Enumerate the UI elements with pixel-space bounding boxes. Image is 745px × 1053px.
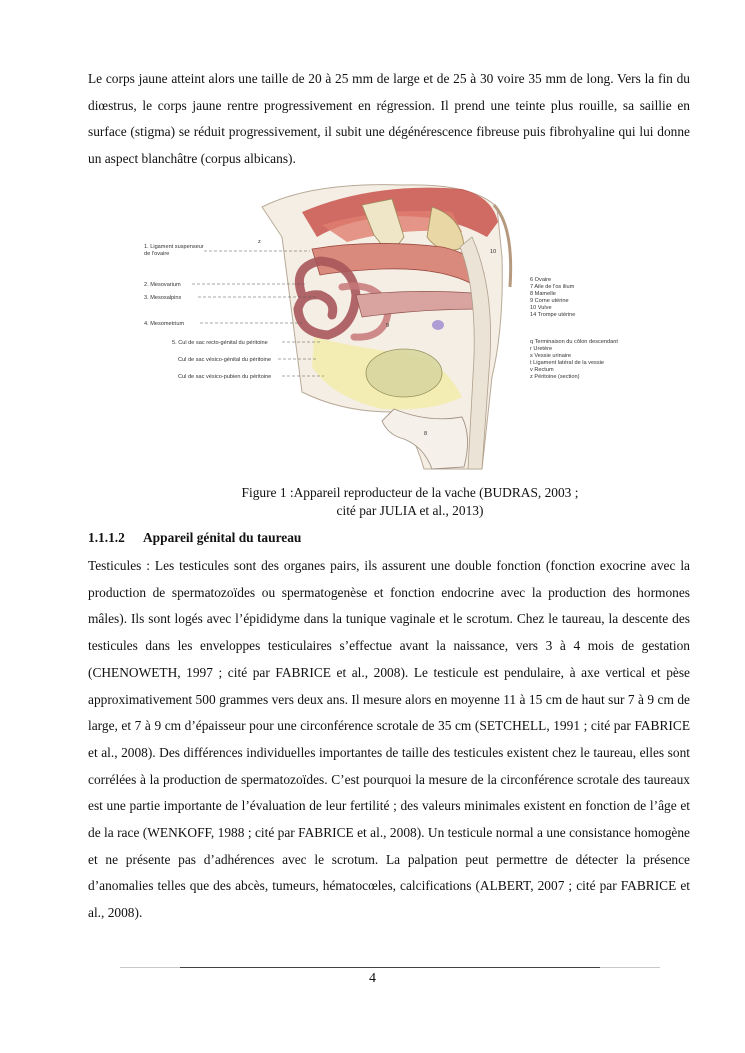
caption-line-1: Figure 1 :Appareil reproducteur de la vache (BUDRAS, 2003 ; xyxy=(241,485,579,500)
label-cul-de-sac-vesico-pubien: Cul de sac vésico-pubien du péritoine xyxy=(178,374,272,380)
section-number: 1.1.1.2 xyxy=(88,530,125,545)
label-mesovarium: 2. Mesovarium xyxy=(144,282,181,288)
section-title: Appareil génital du taureau xyxy=(143,530,302,545)
label-rectum: v Rectum xyxy=(530,367,554,373)
marker-8: 8 xyxy=(424,431,428,437)
paragraph-corps-jaune: Le corps jaune atteint alors une taille de 20 à 25 mm de large et de 25 à 30 voire 35 mm de long. Vers la fin du diœstrus, le corps jaune rentre progressivement en régression. Il prend une teinte plus rouille, sa saillie en surface (stigma) se réduit progressivement, il subit une dégénérescence fibreuse puis fibrohyaline qui lui donne un aspect blanchâtre (corpus albicans). xyxy=(88,71,690,167)
figure-right-labels xyxy=(530,277,618,380)
label-corne-uterine: 9 Corne utérine xyxy=(530,298,569,304)
label-mesometrium: 4. Mesometrium xyxy=(144,321,185,327)
figure-left-labels xyxy=(144,244,271,380)
caption-line-2: cité par JULIA et al., 2013) xyxy=(336,503,484,518)
label-de-l-ovaire: de l'ovaire xyxy=(144,251,170,257)
label-mesosalpinx: 3. Mesosalpinx xyxy=(144,295,182,301)
label-trompe-uterine: 14 Trompe utérine xyxy=(530,312,576,318)
label-ligament-suspenseur: 1. Ligament suspenseur xyxy=(144,244,204,250)
figure-caption xyxy=(200,484,620,520)
marker-10: 10 xyxy=(490,249,497,255)
footer-divider-dark xyxy=(180,967,600,968)
label-cul-de-sac-vesico-genital: Cul de sac vésico-génital du péritoine xyxy=(178,357,271,363)
label-uretere: r Uretère xyxy=(530,346,553,352)
label-peritoine-section: z Péritoine (section) xyxy=(530,374,580,380)
label-aile-os-ilium: 7 Aile de l'os ilium xyxy=(530,284,575,290)
marker-z: z xyxy=(258,239,261,245)
label-ligament-lateral-vessie: t Ligament latéral de la vessie xyxy=(530,360,605,366)
label-terminaison-colon: q Terminaison du côlon descendant xyxy=(530,339,618,345)
label-vessie-urinaire: s Vessie urinaire xyxy=(530,353,572,359)
label-ovaire: 6 Ovaire xyxy=(530,277,552,283)
section-heading xyxy=(88,530,301,546)
page-number: 4 xyxy=(369,971,376,986)
label-cul-de-sac-recto-genital: 5. Cul de sac recto-génital du péritoine xyxy=(172,340,268,346)
marker-9: 9 xyxy=(386,323,390,329)
label-vulve: 10 Vulve xyxy=(530,305,552,311)
anatomy-illustration xyxy=(142,177,628,473)
label-mamelle: 8 Mamelle xyxy=(530,291,556,297)
figure-cow-reproductive-anatomy xyxy=(142,177,628,473)
paragraph-testicules: Testicules : Les testicules sont des organes pairs, ils assurent une double fonction (fonction exocrine avec la production de spermatozoïdes ou spermatogenèse et fonction endocrine avec la production des hormones mâles). Ils sont logés avec l’épididyme dans la tunique vaginale et le scrotum. Chez le taureau, la descente des testicules dans les enveloppes testiculaires s’effectue avant la naissance, vers 3 à 4 mois de gestation (CHENOWETH, 1997 ; cité par FABRICE et al., 2008). Le testicule est pendulaire, à axe vertical et pèse approximativement 500 grammes vers deux ans. Il mesure alors en moyenne 11 à 15 cm de haut sur 7 à 9 cm de large, et 7 à 9 cm d’épaisseur pour une circonférence scrotale de 35 cm (SETCHELL, 1991 ; cité par FABRICE et al., 2008). Des différences individuelles importantes de taille des testicules existent chez le taureau, elles sont corrélées à la production de spermatozoïdes. C’est pourquoi la mesure de la circonférence scrotale des taureaux est une partie importante de l’évaluation de leur fertilité ; des valeurs minimales existent en fonction de l’âge et de la race (WENKOFF, 1988 ; cité par FABRICE et al., 2008). Un testicule normal a une consistance homogène et ne présente pas d’adhérences avec le scrotum. La palpation peut permettre de détecter la présence d’anomalies telles que des abcès, tumeurs, hématocœles, calcifications (ALBERT, 2007 ; cité par FABRICE et al., 2008). xyxy=(88,558,690,921)
